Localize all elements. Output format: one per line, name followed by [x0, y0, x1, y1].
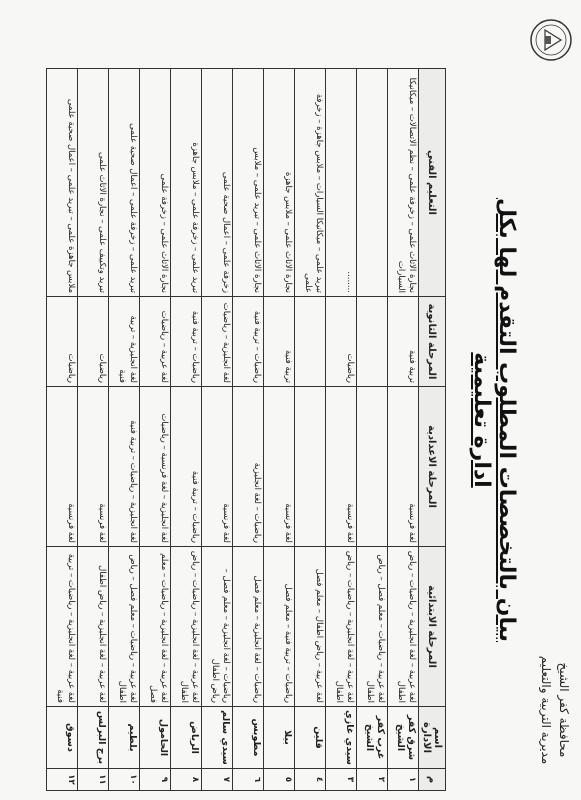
table-body	[47, 69, 419, 791]
cell-tech: نجارة الاثاث علمى – زخرفة علمى	[140, 69, 171, 297]
cell-name: سيدي غازي	[326, 707, 357, 769]
table-row	[202, 69, 233, 791]
cell-primary: لغة عربية – لغة انجليزية – رياضيات – رياض اطفال	[388, 547, 419, 707]
table-row	[295, 69, 326, 791]
cell-num: ٧	[202, 769, 233, 791]
page-title: بيان بالتخصصات المطلوب التقدم لها بكل ادارة تعليمية	[469, 198, 519, 642]
ministry-logo-icon	[529, 18, 573, 62]
cell-name: سيدي سالم	[202, 707, 233, 769]
column-header-admin: اسم الادارة	[419, 707, 446, 769]
cell-num: ١	[388, 769, 419, 791]
cell-name: مطوبس	[233, 707, 264, 769]
cell-prep: لغة فرنسية	[264, 387, 295, 547]
cell-tech: نجارة الاثاث علمى – ملابس جاهزة	[264, 69, 295, 297]
cell-num: ١٠	[109, 769, 140, 791]
cell-secondary: رياضيات	[326, 297, 357, 387]
cell-tech: تبريد علمى – زخرفة علمى – اعمال صحية علمى	[109, 69, 140, 297]
cell-secondary: لغة عربية – رياضيات	[140, 297, 171, 387]
cell-name: قلين	[295, 707, 326, 769]
cell-primary: لغة عربية – لغة انجليزية – رياضيات – رياض اطفال	[171, 547, 202, 707]
table-row	[47, 69, 78, 791]
cell-primary: لغة عربية – لغة انجليزية – رياضيات – رياض اطفال	[326, 547, 357, 707]
cell-secondary: لغة انجليزية – رياضيات	[202, 297, 233, 387]
table-header-row	[419, 69, 446, 791]
specializations-table	[46, 68, 446, 791]
cell-prep: رياضيات – تربية فنية	[171, 387, 202, 547]
cell-prep: رياضيات – لغة انجليزية	[233, 387, 264, 547]
cell-name: الحامول	[140, 707, 171, 769]
table-row	[140, 69, 171, 791]
table-row	[388, 69, 419, 791]
cell-num: ٩	[140, 769, 171, 791]
cell-primary: لغة عربية – رياضيات – معلم فصل – رياض اطفال	[357, 547, 388, 707]
page-header	[537, 630, 573, 790]
cell-prep: لغة انجليزية – رياضيات – تربية فنية	[109, 387, 140, 547]
cell-num: ٦	[233, 769, 264, 791]
cell-secondary: لغة انجليزية – تربية فنية	[109, 297, 140, 387]
column-header-technical: التعليم الفني	[419, 69, 446, 297]
cell-prep: لغة فرنسية	[388, 387, 419, 547]
directorate-line: مديرية التربية والتعليم	[539, 655, 553, 765]
cell-num: ١١	[78, 769, 109, 791]
governorate-line: محافظة كفر الشيخ	[557, 662, 571, 758]
table-row	[109, 69, 140, 791]
table-row	[357, 69, 388, 791]
cell-primary: رياضيات – لغة انجليزية – معلم فصل	[233, 547, 264, 707]
cell-tech: تبريد علمى – ميكانيكا السيارات – ملابس جاهزة – زخرفة علمى	[295, 69, 326, 297]
cell-prep: لغة انجليزية – لغة فرنسية – رياضيات	[140, 387, 171, 547]
cell-tech: تبريد علمى – زخرفة علمى – ملابس جاهزة	[171, 69, 202, 297]
table-row	[233, 69, 264, 791]
cell-secondary: تربية فنية	[388, 297, 419, 387]
cell-name: بلطيم	[109, 707, 140, 769]
cell-primary: لغة عربية – لغة انجليزية – رياضيات – تربية فنية	[47, 547, 78, 707]
cell-primary: لغة عربية – لغة انجليزية – رياضيات – معلم فصل	[140, 547, 171, 707]
cell-tech: ملابس جاهزة علمى – تبريد علمى – اعمال صحية علمى	[47, 69, 78, 297]
cell-primary: لغة عربية – رياضيات – معلم فصل – رياض اطفال	[109, 547, 140, 707]
cell-prep	[357, 387, 388, 547]
cell-secondary: رياضيات	[47, 297, 78, 387]
column-header-primary: المرحلة الابتدائية	[419, 547, 446, 707]
column-header-preparatory: المرحلة الاعدادية	[419, 387, 446, 547]
cell-secondary: تربية فنية	[264, 297, 295, 387]
table-row	[171, 69, 202, 791]
cell-num: ٣	[326, 769, 357, 791]
cell-num: ٨	[171, 769, 202, 791]
cell-name: الرياض	[171, 707, 202, 769]
table-row	[326, 69, 357, 791]
cell-num: ٢	[357, 769, 388, 791]
cell-primary: لغة عربية – لغة انجليزية – رياض اطفال	[78, 547, 109, 707]
cell-tech: نجارة الاثاث علمى – زخرفة علمى – نظم الاتصالات – ميكانيكا السيارات	[388, 69, 419, 297]
column-header-secondary: المرحلة الثانوية	[419, 297, 446, 387]
cell-num: ١٢	[47, 769, 78, 791]
cell-tech: زخرفة علمى – اعمال صحية علمى	[202, 69, 233, 297]
cell-name: شرق كفر الشيخ	[388, 707, 419, 769]
cell-secondary	[357, 297, 388, 387]
cell-prep: لغة فرنسية	[202, 387, 233, 547]
cell-tech	[357, 69, 388, 297]
cell-prep: لغة فرنسية	[47, 387, 78, 547]
cell-prep: لغة فرنسية	[78, 387, 109, 547]
cell-prep	[295, 387, 326, 547]
column-header-num: م	[419, 769, 446, 791]
cell-num: ٥	[264, 769, 295, 791]
cell-secondary: رياضيات – تربية فنية	[171, 297, 202, 387]
cell-prep: لغة فرنسية	[326, 387, 357, 547]
cell-tech: نجارة الاثاث علمى – تبريد علمى – ملابس	[233, 69, 264, 297]
cell-secondary: رياضيات	[78, 297, 109, 387]
cell-secondary: رياضيات – تربية فنية	[233, 297, 264, 387]
cell-secondary	[295, 297, 326, 387]
table-row	[78, 69, 109, 791]
cell-name: برج البرلس	[78, 707, 109, 769]
cell-primary: رياضيات – تربية فنية – معلم فصل	[264, 547, 295, 707]
cell-num: ٤	[295, 769, 326, 791]
cell-tech: تبريد وتكييف علمى – نجارة الاثاث علمى	[78, 69, 109, 297]
cell-name: بيلا	[264, 707, 295, 769]
cell-tech: ........	[326, 69, 357, 297]
cell-name: دسوق	[47, 707, 78, 769]
cell-primary: رياضيات – لغة انجليزية – معلم فصل – رياض اطفال	[202, 547, 233, 707]
cell-name: غرب كفر الشيخ	[357, 707, 388, 769]
table-row	[264, 69, 295, 791]
cell-primary: لغة عربية – رياض اطفال – معلم فصل	[295, 547, 326, 707]
